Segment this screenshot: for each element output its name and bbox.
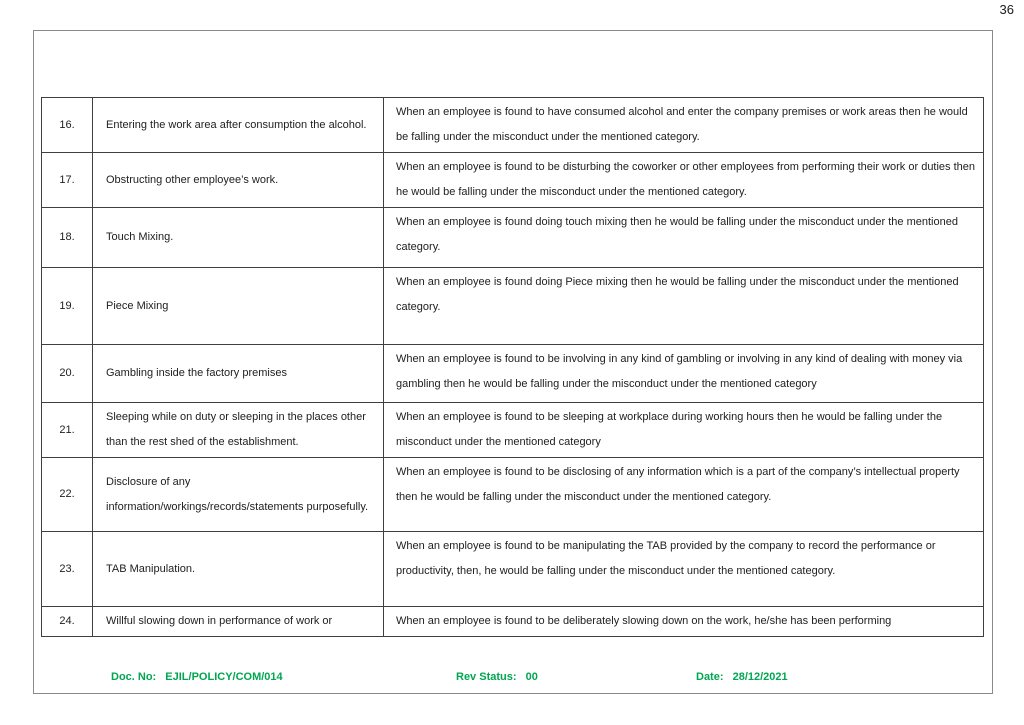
misconduct-title-cell: Willful slowing down in performance of work or (93, 607, 384, 637)
footer-doc-no (111, 671, 283, 683)
footer-date-label: Date: (696, 671, 724, 683)
footer-doc-no-label: Doc. No: (111, 671, 157, 683)
misconduct-table (41, 97, 984, 637)
page-number: 36 (999, 2, 1014, 17)
table-row (42, 532, 984, 607)
table-row (42, 458, 984, 532)
misconduct-description-cell: When an employee is found to be disturbing the coworker or other employees from performing their work or duties then he would be falling under the misconduct under the mentioned category. (384, 153, 984, 208)
misconduct-title-cell: TAB Manipulation. (93, 532, 384, 607)
page-border (33, 30, 993, 694)
misconduct-description-cell: When an employee is found to be disclosing of any information which is a part of the company’s intellectual property then he would be falling under the misconduct under the mentioned category. (384, 458, 984, 532)
misconduct-title-cell: Piece Mixing (93, 268, 384, 345)
table-row (42, 153, 984, 208)
table-row (42, 268, 984, 345)
row-number-cell: 21. (42, 403, 93, 458)
row-number-cell: 18. (42, 208, 93, 268)
misconduct-description-cell: When an employee is found to be involving in any kind of gambling or involving in any kind of dealing with money via gambling then he would be falling under the misconduct under the mentioned category (384, 345, 984, 403)
row-number-cell: 17. (42, 153, 93, 208)
misconduct-description-cell: When an employee is found to be sleeping at workplace during working hours then he would be falling under the misconduct under the mentioned category (384, 403, 984, 458)
row-number-cell: 22. (42, 458, 93, 532)
footer-rev-status-label: Rev Status: (456, 671, 517, 683)
row-number-cell: 23. (42, 532, 93, 607)
misconduct-title-cell: Sleeping while on duty or sleeping in the places other than the rest shed of the establishment. (93, 403, 384, 458)
misconduct-title-cell: Entering the work area after consumption the alcohol. (93, 98, 384, 153)
row-number-cell: 24. (42, 607, 93, 637)
footer-doc-no-value: EJIL/POLICY/COM/014 (165, 671, 283, 683)
page-footer (34, 671, 992, 687)
misconduct-title-cell: Disclosure of any information/workings/records/statements purposefully. (93, 458, 384, 532)
row-number-cell: 16. (42, 98, 93, 153)
table-row (42, 208, 984, 268)
footer-rev-status-value: 00 (525, 671, 538, 683)
footer-date-value: 28/12/2021 (732, 671, 788, 683)
misconduct-title-cell: Touch Mixing. (93, 208, 384, 268)
row-number-cell: 19. (42, 268, 93, 345)
table-row (42, 345, 984, 403)
misconduct-description-cell: When an employee is found doing touch mixing then he would be falling under the misconduct under the mentioned category. (384, 208, 984, 268)
misconduct-title-cell: Obstructing other employee’s work. (93, 153, 384, 208)
misconduct-title-cell: Gambling inside the factory premises (93, 345, 384, 403)
footer-date (696, 671, 788, 683)
misconduct-description-cell: When an employee is found to be deliberately slowing down on the work, he/she has been performing (384, 607, 984, 637)
misconduct-description-cell: When an employee is found to be manipulating the TAB provided by the company to record the performance or productivity, then, he would be falling under the misconduct under the mentioned category. (384, 532, 984, 607)
footer-rev-status (456, 671, 538, 683)
misconduct-description-cell: When an employee is found to have consumed alcohol and enter the company premises or work areas then he would be falling under the misconduct under the mentioned category. (384, 98, 984, 153)
table-row (42, 403, 984, 458)
table-row (42, 607, 984, 637)
table-row (42, 98, 984, 153)
misconduct-description-cell: When an employee is found doing Piece mixing then he would be falling under the misconduct under the mentioned category. (384, 268, 984, 345)
row-number-cell: 20. (42, 345, 93, 403)
